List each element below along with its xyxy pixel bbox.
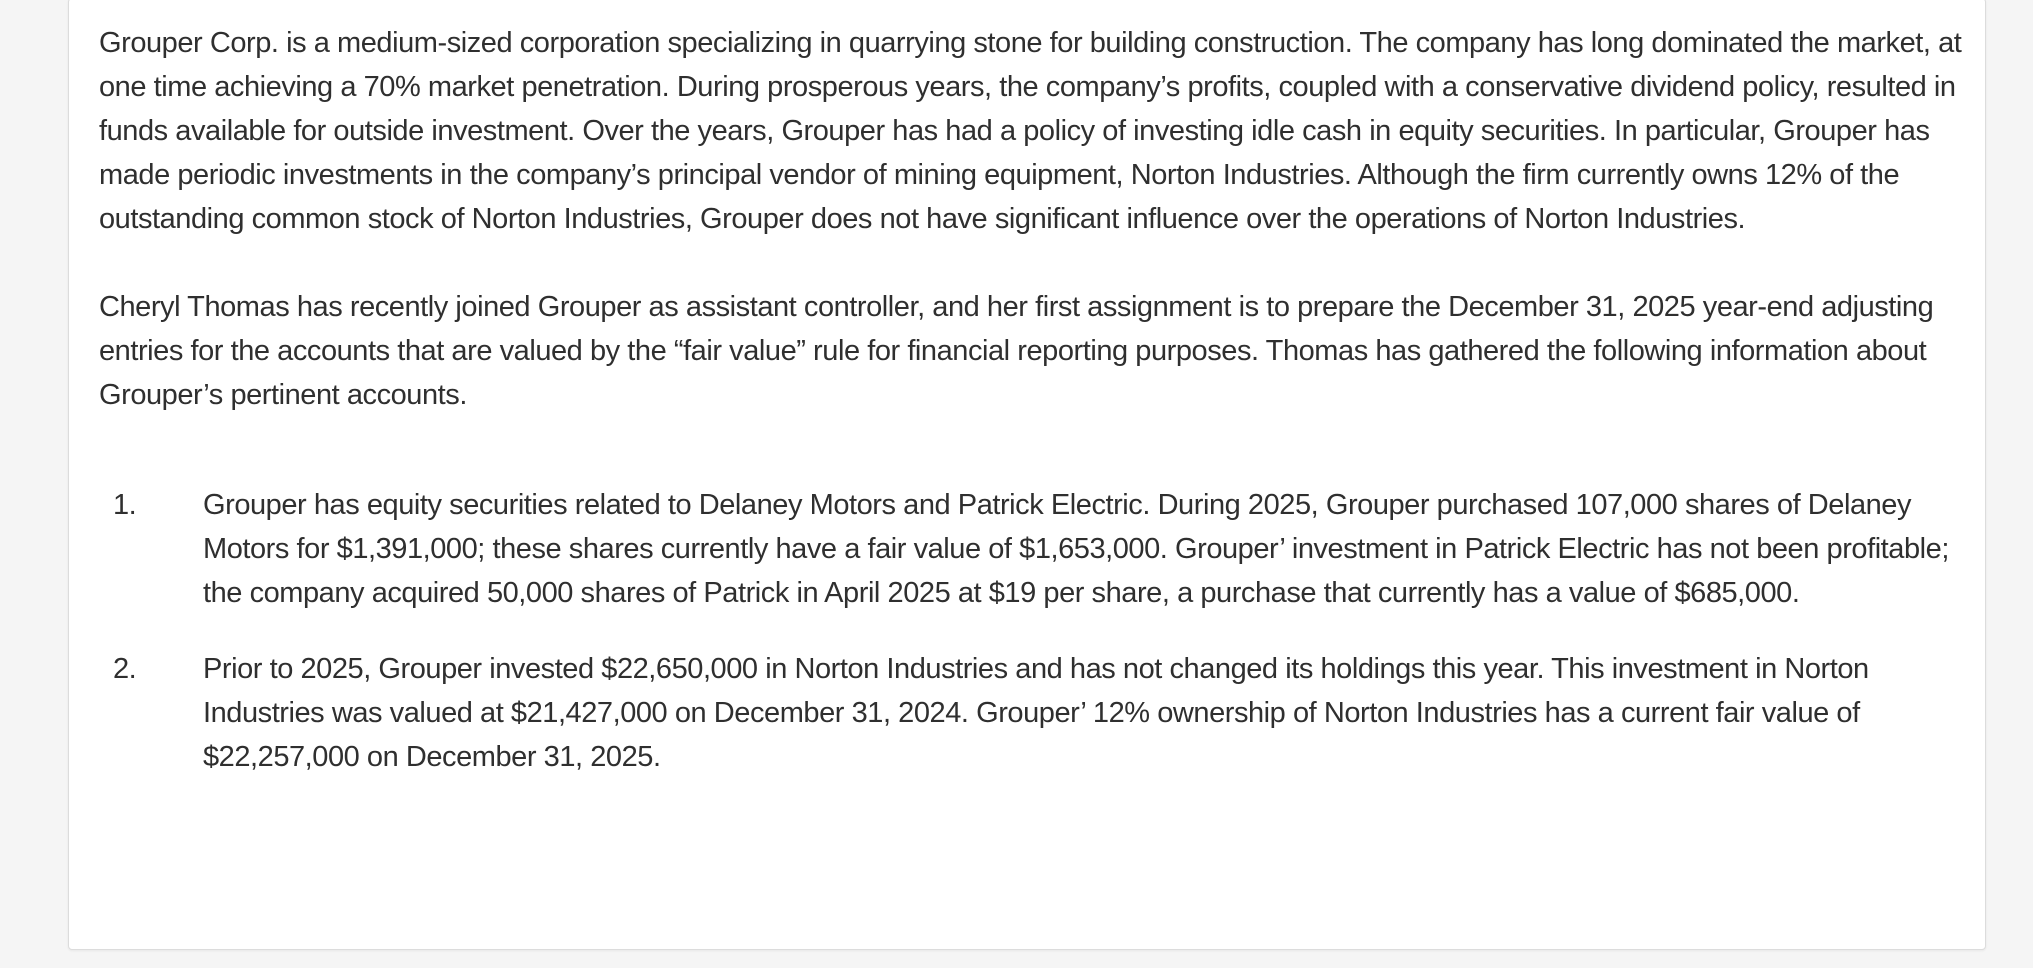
list-item: [99, 647, 1969, 779]
list-item: [99, 483, 1969, 615]
problem-card: [68, 0, 1986, 950]
list-item-text: Grouper has equity securities related to Delaney Motors and Patrick Electric. During 2025, Grouper purchased 107,000 shares of Delaney Motors for $1,391,000; these shares currently have a fair value of $1,653,000. Grouper’ investment in Patrick Electric has not been profitable; the company acquired 50,000 shares of Patrick in April 2025 at $19 per share, a purchase that currently has a value of $685,000.: [203, 489, 1949, 609]
list-item-number: 2.: [113, 653, 137, 685]
intro-paragraph: Grouper Corp. is a medium-sized corporation specializing in quarrying stone for building construction. The company has long dominated the market, at one time achieving a 70% market penetration. During prosperous years, the company’s profits, coupled with a conservative dividend policy, resulted in funds available for outside investment. Over the years, Grouper has had a policy of investing idle cash in equity securities. In particular, Grouper has made periodic investments in the company’s principal vendor of mining equipment, Norton Industries. Although the firm currently owns 12% of the outstanding common stock of Norton Industries, Grouper does not have significant influence over the operations of Norton Industries.: [99, 27, 1962, 235]
list-item-text: Prior to 2025, Grouper invested $22,650,000 in Norton Industries and has not changed its holdings this year. This investment in Norton Industries was valued at $21,427,000 on December 31, 2024. Grouper’ 12% ownership of Norton Industries has a current fair value of $22,257,000 on December 31, 2025.: [203, 653, 1869, 773]
assignment-paragraph: Cheryl Thomas has recently joined Grouper as assistant controller, and her first assignment is to prepare the December 31, 2025 year-end adjusting entries for the accounts that are valued by the “fair value” rule for financial reporting purposes. Thomas has gathered the following information about Grouper’s pertinent accounts.: [99, 291, 1934, 411]
information-list: [99, 483, 1969, 779]
list-item-number: 1.: [113, 489, 137, 521]
problem-content: [99, 21, 1969, 779]
